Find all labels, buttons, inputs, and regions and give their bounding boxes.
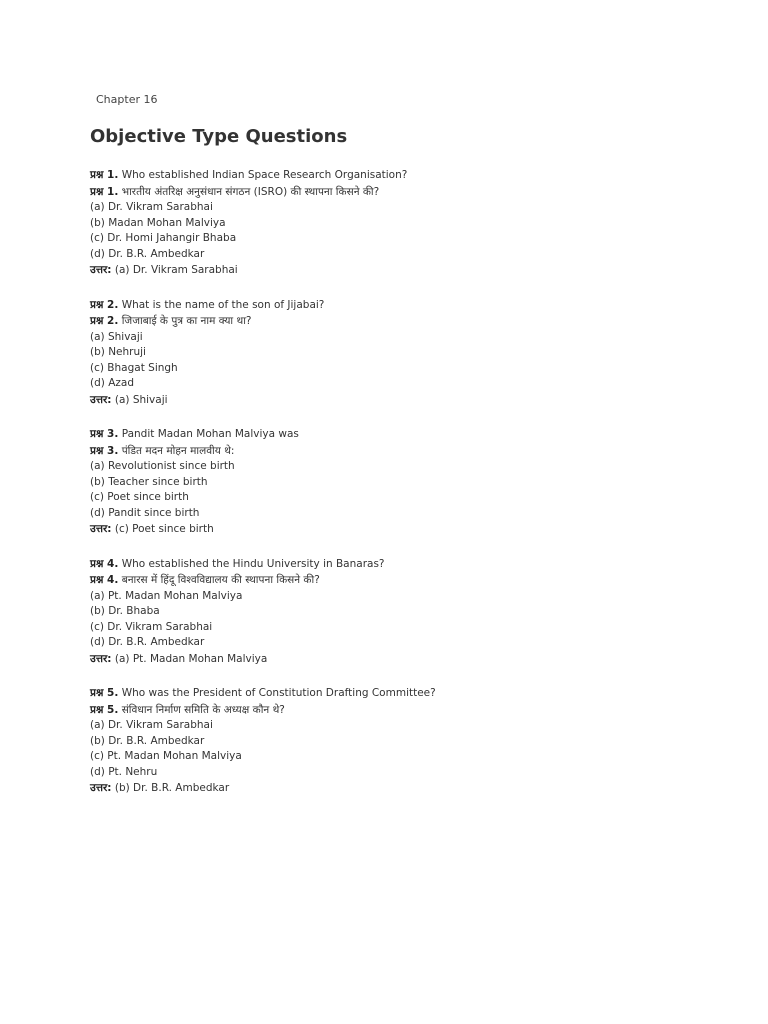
option-a: (a) Pt. Madan Mohan Malviya (90, 589, 243, 602)
question-block-5 (90, 686, 710, 797)
question-hi (90, 184, 710, 201)
question-label: प्रश्न 4. (90, 574, 119, 586)
question-text-hindi: संविधान निर्माण समिति के अध्यक्ष कौन थे? (121, 703, 285, 716)
question-text-hindi: बनारस में हिंदू विश्वविद्यालय की स्थापना किसने की? (121, 574, 320, 586)
option-c: (c) Poet since birth (90, 491, 189, 503)
question-label: प्रश्न 4. (90, 557, 119, 570)
option-d: (d) Pt. Nehru (90, 765, 158, 778)
answer-text: (c) Poet since birth (114, 523, 214, 535)
question-en (90, 168, 710, 184)
question-label: प्रश्न 2. (90, 298, 119, 311)
question-label: प्रश्न 5. (90, 687, 119, 699)
question-text: Pandit Madan Mohan Malviya was (121, 428, 299, 440)
option-a: (a) Shivaji (90, 330, 143, 343)
question-hi (90, 313, 710, 330)
answer-line (90, 651, 710, 668)
answer-label: उत्तर: (90, 523, 112, 535)
option-c: (c) Dr. Vikram Sarabhai (90, 620, 213, 633)
answer-text: (a) Dr. Vikram Sarabhai (114, 264, 238, 276)
answer-label: उत्तर: (90, 782, 112, 794)
question-block-2 (90, 298, 710, 409)
question-list (90, 168, 710, 816)
option-a: (a) Dr. Vikram Sarabhai (90, 201, 213, 213)
answer-label: उत्तर: (90, 393, 112, 406)
chapter-label: Chapter 16 (96, 93, 158, 106)
option-d: (d) Azad (90, 377, 134, 389)
answer-line (90, 262, 710, 279)
question-block-4 (90, 557, 710, 668)
page-title: Objective Type Questions (90, 126, 348, 147)
question-hi (90, 443, 710, 460)
option-b: (b) Dr. Bhaba (90, 605, 160, 617)
answer-text: (b) Dr. B.R. Ambedkar (114, 782, 230, 794)
option-b: (b) Nehruji (90, 346, 146, 358)
question-text: Who established Indian Space Research Organisation? (121, 169, 408, 181)
question-en (90, 298, 710, 314)
option-d: (d) Dr. B.R. Ambedkar (90, 247, 205, 260)
question-text-hindi: जिजाबाई के पुत्र का नाम क्या था? (121, 315, 252, 327)
question-text-hindi: भारतीय अंतरिक्ष अनुसंधान संगठन (ISRO) की स्थापना किसने की? (121, 185, 380, 198)
question-label: प्रश्न 2. (90, 315, 119, 327)
answer-line (90, 780, 710, 797)
question-block-1 (90, 168, 710, 279)
question-en (90, 686, 710, 702)
option-c: (c) Dr. Homi Jahangir Bhaba (90, 232, 237, 244)
question-text: What is the name of the son of Jijabai? (121, 298, 325, 311)
question-hi (90, 702, 710, 719)
answer-label: उत्तर: (90, 264, 112, 276)
question-en (90, 557, 710, 573)
answer-text: (a) Pt. Madan Mohan Malviya (114, 652, 268, 665)
question-label: प्रश्न 3. (90, 444, 119, 457)
answer-line (90, 521, 710, 538)
question-text: Who was the President of Constitution Drafting Committee? (121, 687, 436, 699)
question-label: प्रश्न 3. (90, 428, 119, 440)
option-c: (c) Pt. Madan Mohan Malviya (90, 750, 242, 762)
answer-text: (a) Shivaji (114, 393, 168, 406)
option-d: (d) Dr. B.R. Ambedkar (90, 636, 205, 648)
option-a: (a) Dr. Vikram Sarabhai (90, 719, 213, 731)
question-text: Who established the Hindu University in Banaras? (121, 557, 385, 570)
answer-line (90, 392, 710, 409)
option-c: (c) Bhagat Singh (90, 361, 178, 374)
question-block-3 (90, 427, 710, 538)
option-b: (b) Teacher since birth (90, 475, 208, 488)
answer-label: उत्तर: (90, 652, 112, 665)
option-d: (d) Pandit since birth (90, 506, 200, 519)
option-b: (b) Madan Mohan Malviya (90, 216, 226, 229)
question-hi (90, 572, 710, 589)
question-label: प्रश्न 1. (90, 169, 119, 181)
option-b: (b) Dr. B.R. Ambedkar (90, 734, 205, 747)
question-text-hindi: पंडित मदन मोहन मालवीय थे: (121, 444, 235, 457)
option-a: (a) Revolutionist since birth (90, 460, 235, 472)
question-label: प्रश्न 1. (90, 185, 119, 198)
question-label: प्रश्न 5. (90, 703, 119, 716)
question-en (90, 427, 710, 443)
